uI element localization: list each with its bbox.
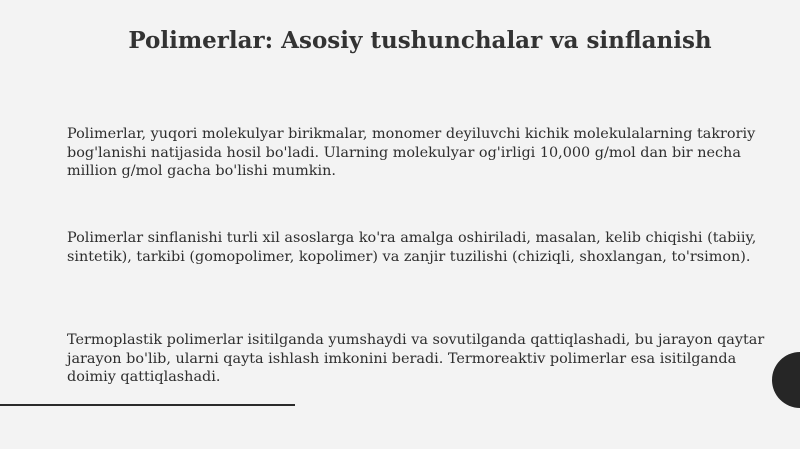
slide-title: Polimerlar: Asosiy tushunchalar va sinflanish bbox=[128, 27, 712, 54]
paragraph-classification: Polimerlar sinflanishi turli xil asoslarga ko'ra amalga oshiriladi, masalan, kelib chiqishi (tabiiy, sintetik), tarkibi (gomopolimer, kopolimer) va zanjir tuzilishi (chiziqli, shoxlangan, to'rsimon). bbox=[67, 230, 757, 265]
paragraph-definition: Polimerlar, yuqori molekulyar birikmalar, monomer deyiluvchi kichik molekulalarning takroriy bog'lanishi natijasida hosil bo'ladi. Ularning molekulyar og'irligi 10,000 g/mol dan bir necha million g/mol gacha bo'lishi mumkin. bbox=[67, 126, 756, 179]
decorative-divider-line bbox=[0, 404, 295, 406]
decorative-circle bbox=[772, 352, 800, 408]
paragraph-thermoplastic: Termoplastik polimerlar isitilganda yumshaydi va sovutilganda qattiqlashadi, bu jarayon qaytar jarayon bo'lib, ularni qayta ishlash imkonini beradi. Termoreaktiv polimerlar esa isitilganda doimiy qattiqlashadi. bbox=[67, 332, 765, 385]
